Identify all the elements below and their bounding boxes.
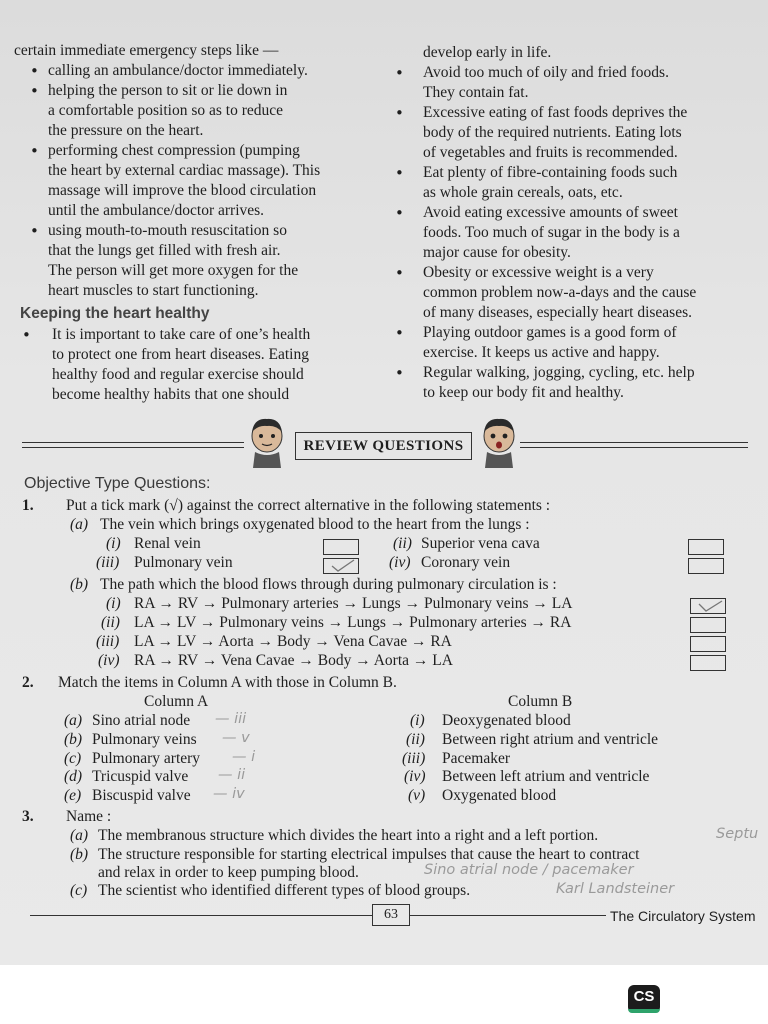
- objective-heading: Objective Type Questions:: [24, 475, 211, 492]
- option-text: LA → LV → Pulmonary veins → Lungs → Pulmonary arteries → RA: [134, 614, 572, 631]
- left-bullet-4-line: that the lungs get filled with fresh air.: [48, 242, 281, 259]
- left-bullet-4-line: heart muscles to start functioning.: [48, 282, 259, 299]
- left-section-line: to protect one from heart diseases. Eating: [52, 346, 309, 363]
- sub-question-text: The vein which brings oxygenated blood to the heart from the lungs :: [100, 516, 530, 533]
- name-item-text: The structure responsible for starting electrical impulses that cause the heart to contract: [98, 846, 640, 863]
- option-text: RA → RV → Vena Cavae → Body → Aorta → LA: [134, 652, 453, 669]
- surprised-boy-icon: [478, 416, 520, 468]
- match-a-text: Pulmonary veins: [92, 731, 197, 748]
- left-bullet-4-line: The person will get more oxygen for the: [48, 262, 299, 279]
- banner-rule-left-bottom: [22, 447, 244, 448]
- match-b-label: (ii): [406, 731, 425, 748]
- bullet-dot: •: [30, 82, 39, 100]
- option-number: (i): [106, 595, 121, 612]
- right-bullet-7-line: to keep our body fit and healthy.: [423, 384, 624, 401]
- name-item-label: (a): [70, 827, 89, 844]
- handwritten-answer: — i: [232, 749, 256, 765]
- left-bullet-2-line: a comfortable position so as to reduce: [48, 102, 284, 119]
- name-item-label: (c): [70, 882, 88, 899]
- match-a-text: Tricuspid valve: [92, 768, 189, 785]
- left-bullet-3-line: performing chest compression (pumping: [48, 142, 300, 159]
- footer-rule-right: [408, 915, 606, 916]
- right-bullet-6-line: Playing outdoor games is a good form of: [423, 324, 677, 341]
- chapter-name: The Circulatory System: [610, 908, 756, 924]
- right-bullet-1-line: Avoid too much of oily and fried foods.: [423, 64, 669, 81]
- right-bullet-4-line: foods. Too much of sugar in the body is a: [423, 224, 680, 241]
- handwritten-answer: — ii: [218, 767, 246, 783]
- bullet-dot: •: [22, 326, 31, 344]
- tick-box[interactable]: [688, 558, 724, 574]
- right-bullet-7-line: Regular walking, jogging, cycling, etc. help: [423, 364, 695, 381]
- handwritten-answer: Sino atrial node / pacemaker: [424, 862, 634, 878]
- option-text: LA → LV → Aorta → Body → Vena Cavae → RA: [134, 633, 452, 650]
- thinking-boy-icon: [246, 416, 288, 468]
- name-item-label: (b): [70, 846, 89, 863]
- left-bullet-2-line: helping the person to sit or lie down in: [48, 82, 288, 99]
- left-bullet-4-line: using mouth-to-mouth resuscitation so: [48, 222, 287, 239]
- match-a-label: (b): [64, 731, 83, 748]
- left-bullet-1-line: calling an ambulance/doctor immediately.: [48, 62, 308, 79]
- tick-box[interactable]: [323, 539, 359, 555]
- sub-question-label: (b): [70, 576, 89, 593]
- bullet-dot: •: [30, 62, 39, 80]
- bullet-dot: •: [395, 164, 404, 182]
- left-section-line: become healthy habits that one should: [52, 386, 290, 403]
- handwritten-answer: — iv: [213, 786, 245, 802]
- right-continuation-text: develop early in life.: [423, 44, 552, 61]
- bullet-dot: •: [30, 222, 39, 240]
- camscanner-logo: CS: [628, 985, 660, 1013]
- section-heading: Keeping the heart healthy: [20, 305, 210, 322]
- bullet-dot: •: [395, 364, 404, 382]
- left-bullet-3-line: until the ambulance/doctor arrives.: [48, 202, 265, 219]
- match-a-text: Sino atrial node: [92, 712, 191, 729]
- handwritten-answer: Septu: [716, 826, 759, 842]
- left-intro-text: certain immediate emergency steps like —: [14, 42, 279, 59]
- bullet-dot: •: [395, 104, 404, 122]
- left-section-line: healthy food and regular exercise should: [52, 366, 304, 383]
- question-text: Match the items in Column A with those in Column B.: [58, 674, 397, 691]
- question-text: Put a tick mark (√) against the correct alternative in the following statements :: [66, 497, 551, 514]
- banner-rule-right-bottom: [520, 447, 748, 448]
- left-bullet-3-line: the heart by external cardiac massage). This: [48, 162, 321, 179]
- tick-box[interactable]: [690, 617, 726, 633]
- name-item-text: The scientist who identified different types of blood groups.: [98, 882, 471, 899]
- option-number: (i): [106, 535, 121, 552]
- tick-box-checked[interactable]: [690, 598, 726, 614]
- question-text: Name :: [66, 808, 112, 825]
- option-text: Superior vena cava: [421, 535, 540, 552]
- tick-box[interactable]: [690, 636, 726, 652]
- option-number: (iv): [98, 652, 120, 669]
- question-number: 2.: [22, 674, 34, 691]
- review-questions-title: REVIEW QUESTIONS: [295, 432, 472, 460]
- column-a-title: Column A: [144, 693, 209, 710]
- column-b-title: Column B: [508, 693, 573, 710]
- right-bullet-5-line: of many diseases, especially heart diseases.: [423, 304, 693, 321]
- match-b-label: (i): [410, 712, 425, 729]
- handwritten-answer: — v: [222, 730, 250, 746]
- left-bullet-3-line: massage will improve the blood circulation: [48, 182, 317, 199]
- bullet-dot: •: [30, 142, 39, 160]
- match-b-text: Pacemaker: [442, 750, 510, 767]
- option-text: RA → RV → Pulmonary arteries → Lungs → Pulmonary veins → LA: [134, 595, 573, 612]
- bullet-dot: •: [395, 64, 404, 82]
- right-bullet-6-line: exercise. It keeps us active and happy.: [423, 344, 660, 361]
- match-b-text: Oxygenated blood: [442, 787, 557, 804]
- option-number: (iii): [96, 554, 120, 571]
- handwritten-answer: — iii: [215, 711, 247, 727]
- option-number: (ii): [101, 614, 120, 631]
- right-bullet-3-line: as whole grain cereals, oats, etc.: [423, 184, 623, 201]
- match-a-text: Pulmonary artery: [92, 750, 201, 767]
- sub-question-text: The path which the blood flows through during pulmonary circulation is :: [100, 576, 557, 593]
- match-a-label: (d): [64, 768, 83, 785]
- right-bullet-1-line: They contain fat.: [423, 84, 529, 101]
- right-bullet-4-line: major cause for obesity.: [423, 244, 571, 261]
- name-item-text: The membranous structure which divides the heart into a right and a left portion.: [98, 827, 599, 844]
- right-bullet-2-line: body of the required nutrients. Eating lots: [423, 124, 682, 141]
- option-number: (iv): [389, 554, 411, 571]
- question-number: 3.: [22, 808, 34, 825]
- tick-mark-icon: [324, 559, 358, 573]
- match-b-text: Deoxygenated blood: [442, 712, 571, 729]
- match-b-label: (v): [408, 787, 426, 804]
- tick-mark-icon: [691, 599, 725, 613]
- match-a-label: (a): [64, 712, 83, 729]
- right-bullet-3-line: Eat plenty of fibre-containing foods such: [423, 164, 678, 181]
- handwritten-answer: Karl Landsteiner: [556, 881, 675, 897]
- bullet-dot: •: [395, 204, 404, 222]
- right-bullet-4-line: Avoid eating excessive amounts of sweet: [423, 204, 678, 221]
- right-bullet-5-line: common problem now-a-days and the cause: [423, 284, 697, 301]
- right-bullet-2-line: of vegetables and fruits is recommended.: [423, 144, 678, 161]
- tick-box-checked[interactable]: [323, 558, 359, 574]
- footer-rule-left: [30, 915, 372, 916]
- name-item-text: and relax in order to keep pumping blood.: [98, 864, 359, 881]
- left-bullet-2-line: the pressure on the heart.: [48, 122, 204, 139]
- match-a-label: (c): [64, 750, 82, 767]
- sub-question-label: (a): [70, 516, 89, 533]
- match-b-label: (iv): [404, 768, 426, 785]
- option-number: (ii): [393, 535, 412, 552]
- match-a-text: Biscuspid valve: [92, 787, 191, 804]
- option-text: Coronary vein: [421, 554, 511, 571]
- left-section-line: It is important to take care of one’s health: [52, 326, 311, 343]
- right-bullet-5-line: Obesity or excessive weight is a very: [423, 264, 654, 281]
- match-b-text: Between right atrium and ventricle: [442, 731, 659, 748]
- right-bullet-2-line: Excessive eating of fast foods deprives the: [423, 104, 688, 121]
- bullet-dot: •: [395, 324, 404, 342]
- option-number: (iii): [96, 633, 120, 650]
- option-text: Renal vein: [134, 535, 201, 552]
- banner-rule-left-top: [22, 442, 244, 443]
- match-b-text: Between left atrium and ventricle: [442, 768, 650, 785]
- option-text: Pulmonary vein: [134, 554, 233, 571]
- bullet-dot: •: [395, 264, 404, 282]
- tick-box[interactable]: [688, 539, 724, 555]
- page-number: 63: [372, 904, 410, 926]
- tick-box[interactable]: [690, 655, 726, 671]
- question-number: 1.: [22, 497, 34, 514]
- match-b-label: (iii): [402, 750, 426, 767]
- match-a-label: (e): [64, 787, 82, 804]
- banner-rule-right-top: [520, 442, 748, 443]
